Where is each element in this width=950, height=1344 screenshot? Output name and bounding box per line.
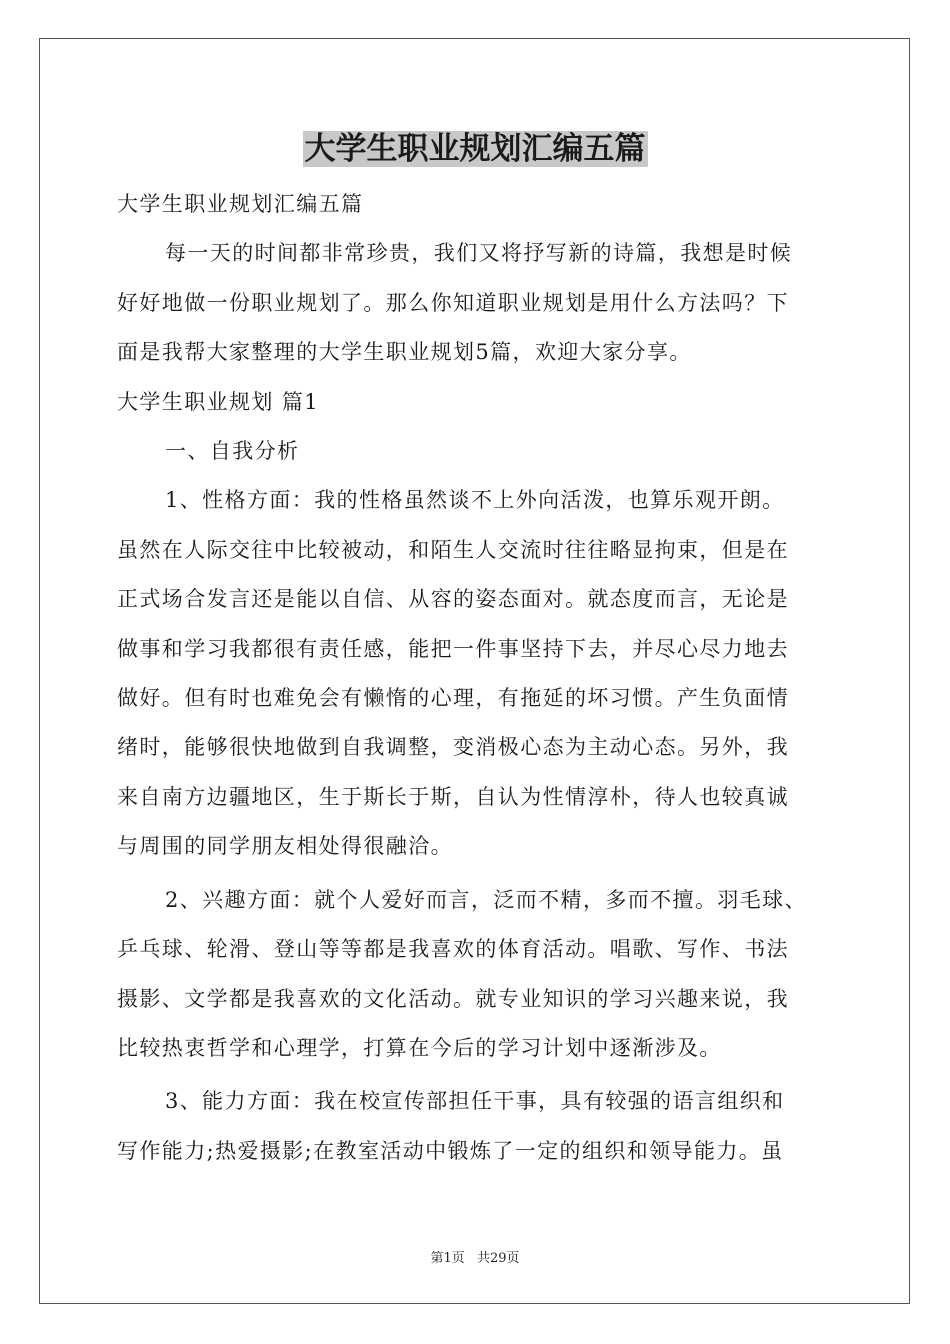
document-body <box>117 180 833 1176</box>
paragraph-line: 3、能力方面：我在校宣传部担任干事，具有较强的语言组织和 <box>165 1089 785 1114</box>
paragraph-line: 做好。但有时也难免会有懒惰的心理，有拖延的坏习惯。产生负面情 <box>117 686 789 711</box>
paragraph-line: 面是我帮大家整理的大学生职业规划5篇，欢迎大家分享。 <box>117 340 692 365</box>
paragraph-line: 做事和学习我都很有责任感，能把一件事坚持下去，并尽心尽力地去 <box>117 636 789 661</box>
paragraph-line: 虽然在人际交往中比较被动，和陌生人交流时往往略显拘束，但是在 <box>117 537 789 562</box>
paragraph-line: 摄影、文学都是我喜欢的文化活动。就专业知识的学习兴趣来说，我 <box>117 986 789 1011</box>
paragraph-line: 来自南方边疆地区，生于斯长于斯，自认为性情淳朴，待人也较真诚 <box>117 784 789 809</box>
paragraph-line: 正式场合发言还是能以自信、从容的姿态面对。就态度而言，无论是 <box>117 587 789 612</box>
paragraph-line: 2、兴趣方面：就个人爱好而言，泛而不精，多而不擅。羽毛球、 <box>165 887 807 912</box>
paragraph-line: 写作能力;热爱摄影;在教室活动中锻炼了一定的组织和领导能力。虽 <box>117 1138 784 1163</box>
paragraph-line: 每一天的时间都非常珍贵，我们又将抒写新的诗篇，我想是时候 <box>165 241 793 266</box>
subsection-heading: 一、自我分析 <box>165 439 300 464</box>
paragraph-line: 与周围的同学朋友相处得很融洽。 <box>117 834 453 859</box>
page-number: 第1页 <box>430 1251 465 1266</box>
page-footer <box>0 1247 950 1266</box>
paragraph-line: 乒乓球、轮滑、登山等等都是我喜欢的体育活动。唱歌、写作、书法 <box>117 937 789 962</box>
section-heading: 大学生职业规划 篇1 <box>117 389 320 414</box>
paragraph-line: 比较热衷哲学和心理学，打算在今后的学习计划中逐渐涉及。 <box>117 1035 722 1060</box>
paragraph-line: 绪时，能够很快地做到自我调整，变消极心态为主动心态。另外，我 <box>117 735 789 760</box>
page-total: 共29页 <box>476 1251 520 1266</box>
subtitle-line: 大学生职业规划汇编五篇 <box>117 192 364 216</box>
document-title: 大学生职业规划汇编五篇 <box>304 131 646 167</box>
paragraph-line: 1、性格方面：我的性格虽然谈不上外向活泼，也算乐观开朗。 <box>165 488 785 513</box>
paragraph-line: 好好地做一份职业规划了。那么你知道职业规划是用什么方法吗？下 <box>117 290 789 315</box>
